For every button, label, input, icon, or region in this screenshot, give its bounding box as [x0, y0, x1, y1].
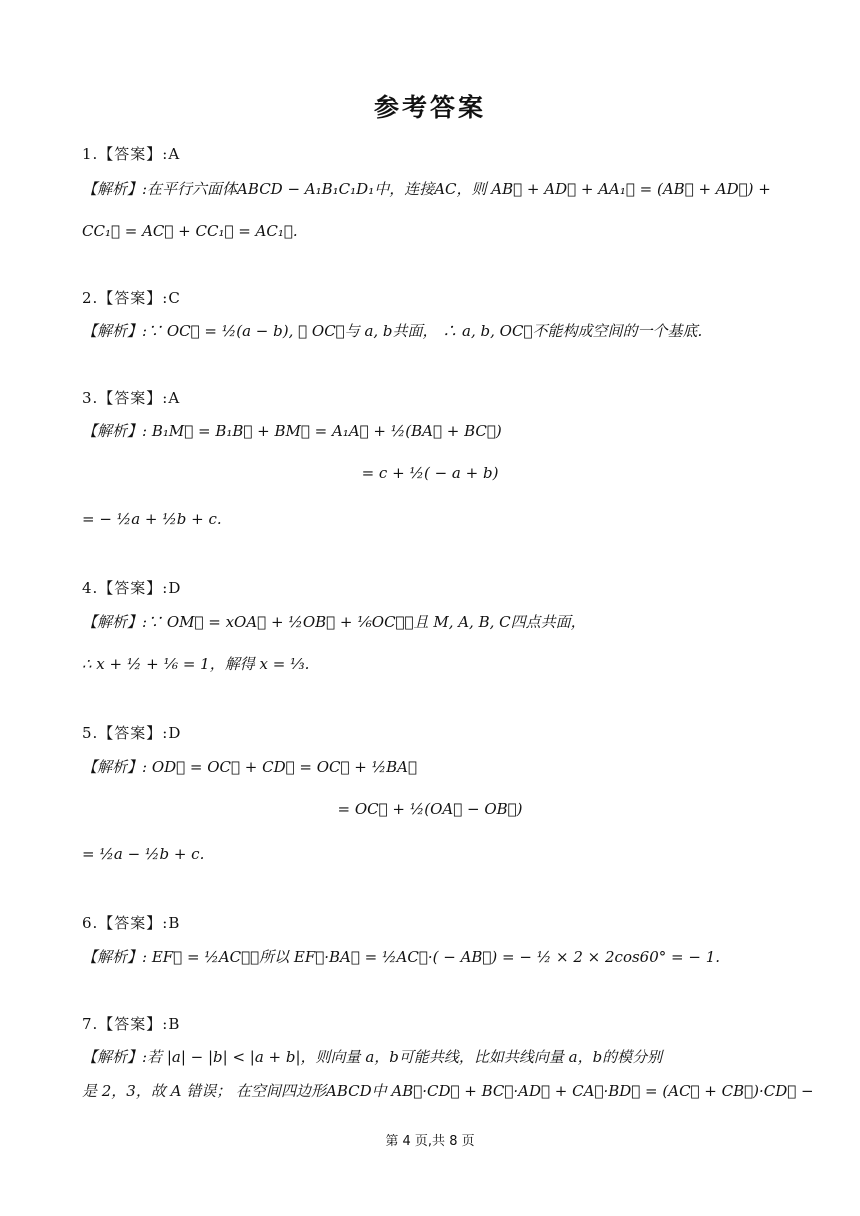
- answer-3: 3.【答案】:A: [82, 389, 181, 407]
- page-footer: 第 4 页,共 8 页: [385, 1134, 475, 1149]
- answer-2: 2.【答案】:C: [82, 289, 181, 307]
- analysis-4-line-1: 【解析】:∵ OM⃗ = xOA⃗ + ½OB⃗ + ⅙OC⃗，且 M, A, B, C四点共面，: [82, 613, 586, 631]
- analysis-4-line-2: ∴ x + ½ + ⅙ = 1，解得 x = ⅓.: [82, 655, 310, 673]
- analysis-7-line-1: 【解析】:若 |a| − |b| < |a + b|，则向量 a，b可能共线，比如共线向量 a，b的模分别: [82, 1048, 663, 1066]
- answer-4: 4.【答案】:D: [82, 579, 182, 597]
- analysis-1-line-2: CC₁⃗ = AC⃗ + CC₁⃗ = AC₁⃗.: [82, 222, 298, 240]
- page-title: 参考答案: [373, 93, 486, 122]
- analysis-1-line-1: 【解析】:在平行六面体ABCD − A₁B₁C₁D₁中，连接AC，则 AB⃗ + AD⃗ + AA₁⃗ = (AB⃗ + AD⃗) +: [82, 180, 771, 198]
- analysis-3-line-1: 【解析】: B₁M⃗ = B₁B⃗ + BM⃗ = A₁A⃗ + ½(BA⃗ + BC⃗): [82, 422, 502, 440]
- answer-1: 1.【答案】:A: [82, 145, 181, 163]
- answer-7: 7.【答案】:B: [82, 1015, 181, 1033]
- analysis-5-line-2: = OC⃗ + ½(OA⃗ − OB⃗): [337, 800, 523, 818]
- answer-6: 6.【答案】:B: [82, 914, 181, 932]
- analysis-5-line-3: = ½a − ½b + c.: [82, 845, 205, 863]
- analysis-3-line-3: = − ½a + ½b + c.: [82, 510, 222, 528]
- analysis-5-line-1: 【解析】: OD⃗ = OC⃗ + CD⃗ = OC⃗ + ½BA⃗: [82, 758, 418, 776]
- answer-5: 5.【答案】:D: [82, 724, 182, 742]
- analysis-3-line-2: = c + ½( − a + b): [361, 464, 499, 482]
- analysis-2-line-1: 【解析】:∵ OC⃗ = ½(a − b), ∴ OC⃗与 a, b共面， ∴ a, b, OC⃗不能构成空间的一个基底.: [82, 322, 703, 340]
- analysis-6-line-1: 【解析】: EF⃗ = ½AC⃗，所以 EF⃗·BA⃗ = ½AC⃗·( − AB⃗) = − ½ × 2 × 2cos60° = − 1.: [82, 948, 721, 966]
- analysis-7-line-2: 是 2，3，故 A 错误； 在空间四边形ABCD中 AB⃗·CD⃗ + BC⃗·AD⃗ + CA⃗·BD⃗ = (AC⃗ + CB⃗)·CD⃗ −: [82, 1082, 814, 1100]
